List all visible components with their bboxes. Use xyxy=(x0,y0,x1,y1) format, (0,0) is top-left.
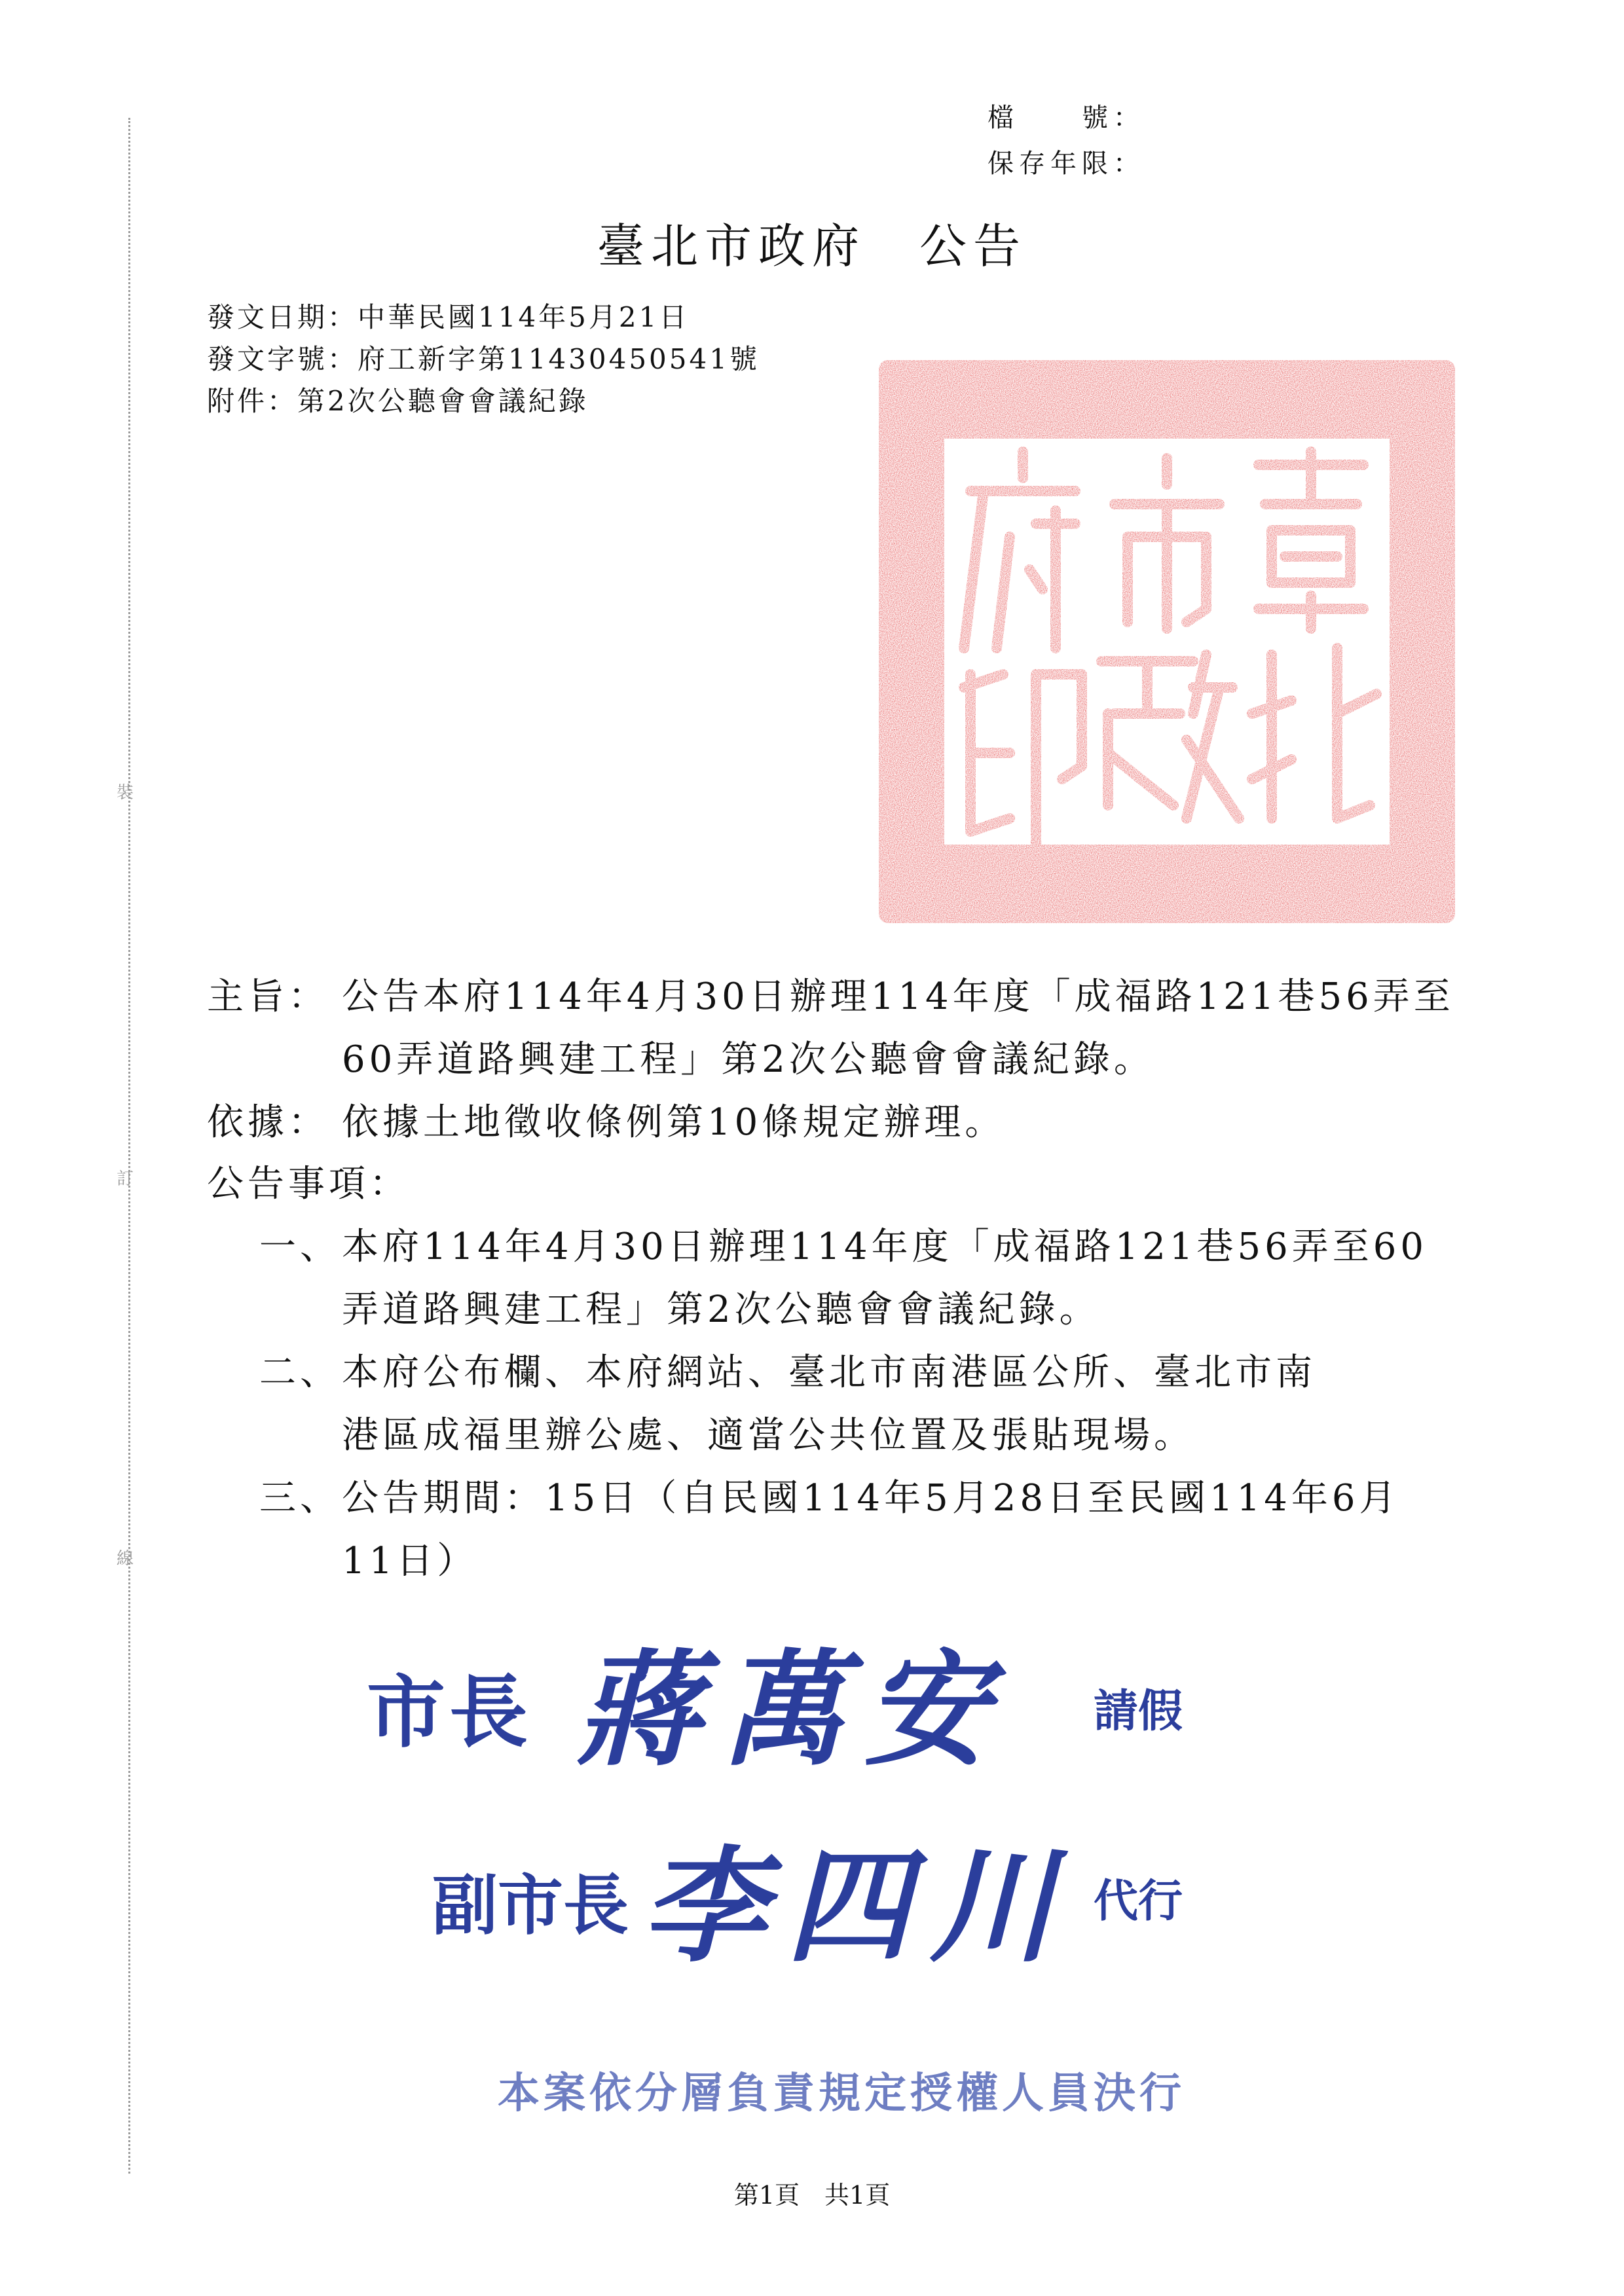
binding-mark: 線 xyxy=(117,1549,134,1569)
file-number-label: 檔 號： xyxy=(987,103,1145,133)
subject-line: 60弄道路興建工程」第2次公聽會會議紀錄。 xyxy=(342,1038,1154,1081)
item-line: 公告期間：15日（自民國114年5月28日至民國114年6月 xyxy=(342,1477,1400,1520)
subject-line: 公告本府114年4月30日辦理114年度「成福路121巷56弄至 xyxy=(342,975,1454,1018)
announcement-items-label: 公告事項： xyxy=(207,1163,410,1205)
acting-note: 代行 xyxy=(1094,1875,1183,1927)
item-line: 本府公布欄、本府網站、臺北市南港區公所、臺北市南 xyxy=(342,1351,1316,1394)
mayor-title-stamp: 市長 xyxy=(367,1666,532,1758)
item-line: 港區成福里辦公處、適當公共位置及張貼現場。 xyxy=(342,1414,1194,1457)
basis-label: 依據： xyxy=(207,1101,329,1144)
item-number: 二、 xyxy=(259,1351,341,1394)
official-seal xyxy=(866,347,1468,936)
page-title: 臺北市政府 公告 xyxy=(597,219,1027,274)
binding-mark: 裝 xyxy=(117,783,134,803)
mayor-name-stamp: 蔣萬安 xyxy=(576,1637,1009,1783)
item-number: 一、 xyxy=(259,1226,341,1268)
page-number: 第1頁 共1頁 xyxy=(733,2181,891,2210)
deputy-mayor-name-stamp: 李四川 xyxy=(642,1833,1075,1979)
document-number: 發文字號：府工新字第11430450541號 xyxy=(207,343,760,375)
retention-label: 保存年限： xyxy=(987,149,1145,179)
attachment: 附件：第2次公聽會會議紀錄 xyxy=(207,385,589,417)
delegation-stamp: 本案依分層負責規定授權人員決行 xyxy=(498,2069,1185,2118)
deputy-mayor-title-stamp: 副市長 xyxy=(432,1867,629,1944)
item-line: 本府114年4月30日辦理114年度「成福路121巷56弄至60 xyxy=(342,1226,1428,1268)
subject-label: 主旨： xyxy=(207,975,329,1018)
binding-mark: 訂 xyxy=(117,1169,134,1189)
item-number: 三、 xyxy=(259,1477,341,1520)
binding-line xyxy=(128,118,130,2174)
item-line: 弄道路興建工程」第2次公聽會會議紀錄。 xyxy=(342,1288,1100,1331)
issue-date: 發文日期：中華民國114年5月21日 xyxy=(207,301,690,333)
item-line: 11日） xyxy=(342,1540,478,1582)
basis-text: 依據土地徵收條例第10條規定辦理。 xyxy=(342,1101,1006,1144)
mayor-leave-note: 請假 xyxy=(1094,1685,1183,1738)
